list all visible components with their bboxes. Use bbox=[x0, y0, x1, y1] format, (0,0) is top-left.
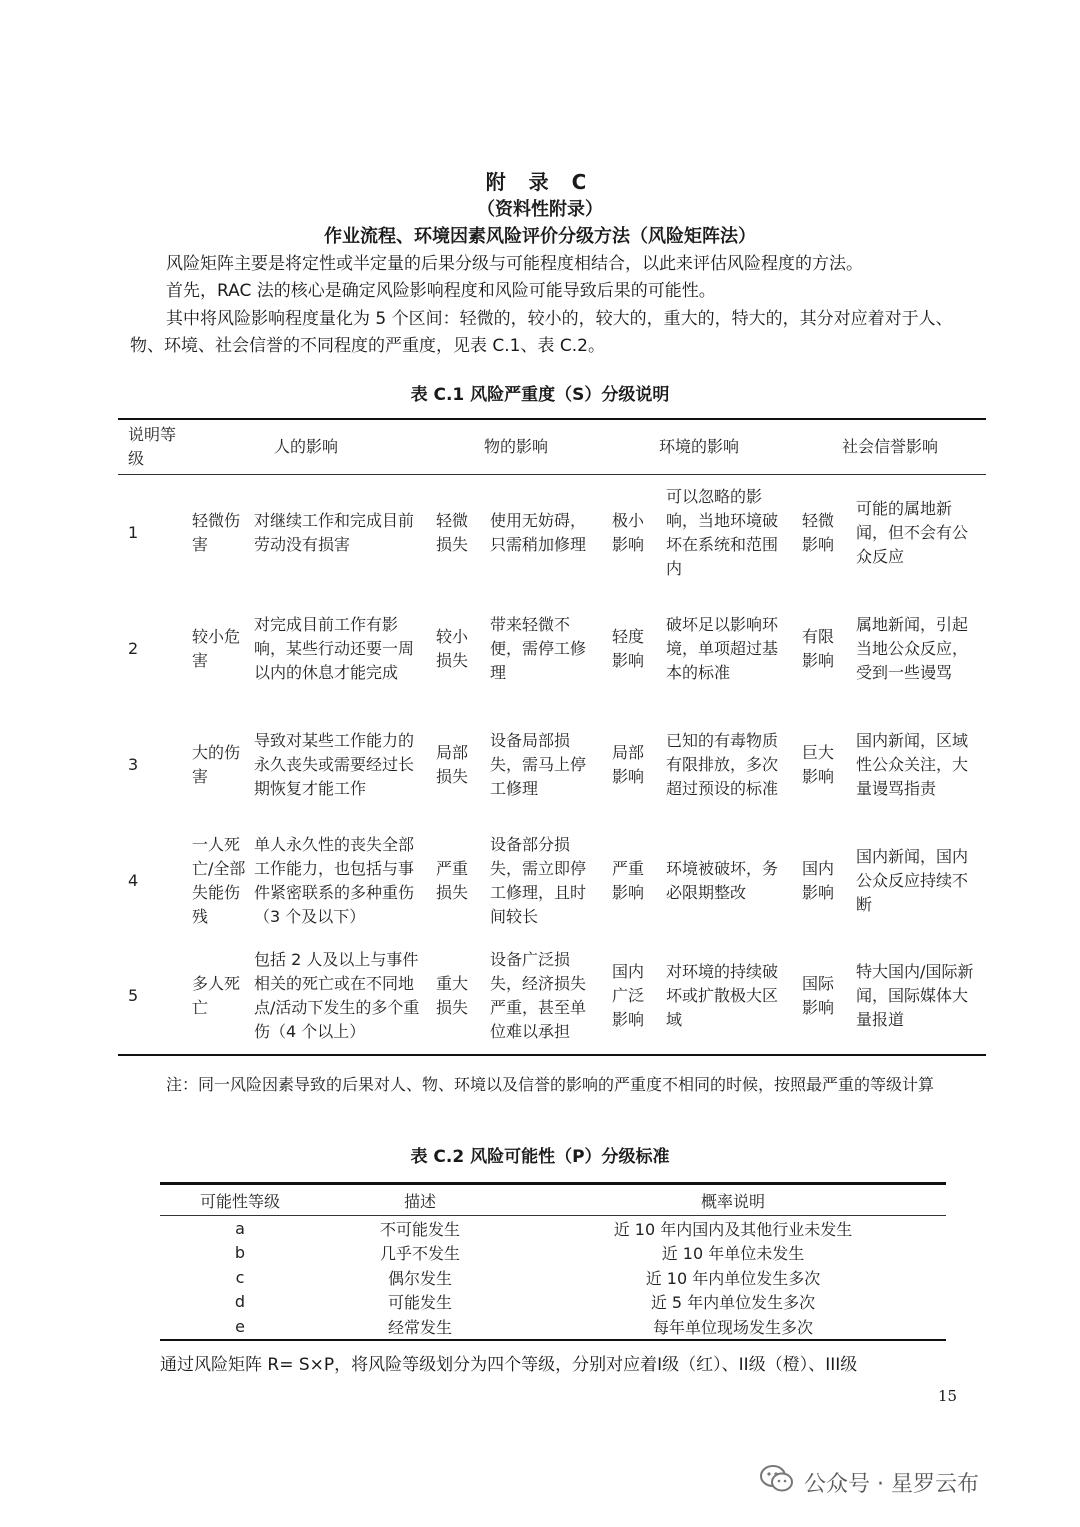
property-desc: 设备局部损失，需马上停工修理 bbox=[490, 730, 587, 798]
header-level: 说明等级 bbox=[118, 419, 184, 475]
human-label: 大的伤害 bbox=[192, 742, 241, 786]
table1-caption: 表 C.1 风险严重度（S）分级说明 bbox=[410, 385, 670, 405]
human-desc: 导致对某些工作能力的永久丧失或需要经过长期恢复才能工作 bbox=[254, 730, 415, 798]
reputation-label: 国内影响 bbox=[802, 858, 835, 902]
table2-caption: 表 C.2 风险可能性（P）分级标准 bbox=[410, 1147, 670, 1167]
reputation-label: 有限影响 bbox=[802, 626, 835, 670]
probability-level: c bbox=[235, 1267, 245, 1287]
probability-note: 每年单位现场发生多次 bbox=[652, 1317, 813, 1337]
header-description: 描述 bbox=[320, 1184, 520, 1216]
intro-paragraph-2: 首先，RAC 法的核心是确定风险影响程度和风险可能导致后果的可能性。 bbox=[166, 281, 716, 301]
property-label: 严重损失 bbox=[436, 858, 469, 902]
table-row bbox=[118, 475, 986, 591]
reputation-label: 轻微影响 bbox=[802, 510, 835, 554]
probability-level: d bbox=[234, 1292, 246, 1312]
environment-label: 极小影响 bbox=[612, 510, 645, 554]
environment-desc: 对环境的持续破坏或扩散极大区域 bbox=[666, 962, 779, 1029]
table-row bbox=[118, 707, 986, 823]
table-row bbox=[118, 939, 986, 1055]
property-desc: 设备部分损失，需立即停工修理，且时间较长 bbox=[490, 834, 587, 926]
probability-desc: 可能发生 bbox=[387, 1293, 452, 1313]
environment-label: 严重影响 bbox=[612, 858, 645, 902]
level-cell: 1 bbox=[128, 522, 139, 542]
probability-note: 近 10 年单位未发生 bbox=[661, 1244, 805, 1264]
header-property: 物的影响 bbox=[428, 419, 604, 475]
probability-level: a bbox=[235, 1218, 245, 1238]
probability-table bbox=[160, 1182, 946, 1341]
property-label: 轻微损失 bbox=[436, 510, 469, 554]
page-number: 15 bbox=[938, 1387, 958, 1405]
intro-paragraph-1: 风险矩阵主要是将定性或半定量的后果分级与可能程度相结合，以此来评估风险程度的方法。 bbox=[166, 254, 863, 274]
probability-level: e bbox=[235, 1316, 245, 1336]
appendix-label: 附 录 C bbox=[485, 170, 595, 194]
probability-desc: 不可能发生 bbox=[379, 1219, 460, 1239]
environment-desc: 已知的有毒物质有限排放，多次超过预设的标准 bbox=[666, 730, 779, 798]
human-desc: 包括 2 人及以上与事件相关的死亡或在不同地点/活动下发生的多个重伤（4 个以上） bbox=[254, 950, 420, 1041]
level-cell: 5 bbox=[128, 986, 139, 1005]
watermark-text: 公众号 · 星罗云布 bbox=[804, 1471, 979, 1497]
table-header-row bbox=[118, 419, 986, 475]
reputation-desc: 国内新闻，区域性公众关注，大量谩骂指责 bbox=[856, 730, 969, 798]
human-label: 一人死亡/全部失能伤残 bbox=[192, 834, 246, 926]
table-header-row bbox=[160, 1184, 946, 1216]
environment-desc: 环境被破坏，务必限期整改 bbox=[666, 858, 779, 902]
property-label: 局部损失 bbox=[436, 742, 469, 786]
header-human: 人的影响 bbox=[184, 419, 428, 475]
probability-note: 近 5 年内单位发生多次 bbox=[650, 1293, 816, 1313]
human-desc: 对完成目前工作有影响，某些行动还要一周以内的休息才能完成 bbox=[254, 614, 415, 682]
appendix-subtitle: （资料性附录） bbox=[477, 199, 603, 220]
table-row bbox=[118, 591, 986, 707]
property-label: 较小损失 bbox=[436, 626, 469, 670]
level-cell: 2 bbox=[128, 638, 139, 658]
level-cell: 3 bbox=[128, 754, 139, 774]
intro-paragraph-3: 其中将风险影响程度量化为 5 个区间：轻微的，较小的，较大的，重大的，特大的，其分对应着对于人、物、环境、社会信誉的不同程度的严重度，见表 C.1、表 C.2。 bbox=[130, 309, 953, 356]
page-title: 作业流程、环境因素风险评价分级方法（风险矩阵法） bbox=[324, 226, 756, 247]
environment-label: 局部影响 bbox=[612, 742, 645, 786]
environment-label: 国内广泛影响 bbox=[612, 962, 645, 1029]
environment-desc: 破坏足以影响环境，单项超过基本的标准 bbox=[666, 614, 779, 682]
risk-matrix-paragraph: 通过风险矩阵 R= S×P，将风险等级划分为四个等级，分别对应着I级（红）、II级（橙）、III级 bbox=[160, 1355, 858, 1375]
property-label: 重大损失 bbox=[436, 974, 469, 1017]
probability-note: 近 10 年内单位发生多次 bbox=[645, 1268, 821, 1288]
property-desc: 带来轻微不便，需停工修理 bbox=[490, 614, 587, 682]
probability-desc: 几乎不发生 bbox=[379, 1244, 460, 1264]
probability-note: 近 10 年内国内及其他行业未发生 bbox=[613, 1219, 853, 1239]
probability-level: b bbox=[234, 1243, 246, 1263]
table-row bbox=[160, 1216, 946, 1241]
reputation-desc: 国内新闻，国内公众反应持续不断 bbox=[856, 846, 969, 914]
reputation-desc: 可能的属地新闻，但不会有公众反应 bbox=[856, 498, 969, 566]
reputation-label: 巨大影响 bbox=[802, 742, 835, 786]
environment-desc: 可以忽略的影响，当地环境破坏在系统和范围内 bbox=[666, 486, 779, 578]
header-reputation: 社会信誉影响 bbox=[794, 419, 986, 475]
reputation-label: 国际影响 bbox=[802, 974, 835, 1017]
human-label: 较小危害 bbox=[192, 626, 241, 670]
reputation-desc: 属地新闻，引起当地公众反应，受到一些谩骂 bbox=[856, 614, 969, 682]
watermark bbox=[760, 1462, 979, 1502]
level-cell: 4 bbox=[128, 870, 139, 890]
reputation-desc: 特大国内/国际新闻，国际媒体大量报道 bbox=[856, 962, 974, 1029]
table-row bbox=[160, 1290, 946, 1315]
table-row bbox=[160, 1314, 946, 1340]
table1-note: 注：同一风险因素导致的后果对人、物、环境以及信誉的影响的严重度不相同的时候，按照最严重的等级计算 bbox=[166, 1075, 935, 1094]
human-label: 多人死亡 bbox=[192, 974, 241, 1017]
table-row bbox=[118, 823, 986, 939]
header-environment: 环境的影响 bbox=[604, 419, 794, 475]
header-probability-level: 可能性等级 bbox=[160, 1184, 320, 1216]
property-desc: 设备广泛损失，经济损失严重，甚至单位难以承担 bbox=[490, 950, 587, 1041]
human-label: 轻微伤害 bbox=[192, 510, 241, 554]
probability-desc: 偶尔发生 bbox=[387, 1268, 452, 1288]
wechat-icon bbox=[760, 1464, 794, 1500]
table-row bbox=[160, 1241, 946, 1266]
human-desc: 对继续工作和完成目前劳动没有损害 bbox=[254, 510, 415, 554]
property-desc: 使用无妨碍，只需稍加修理 bbox=[490, 510, 587, 554]
header-probability-note: 概率说明 bbox=[520, 1184, 946, 1216]
severity-table bbox=[118, 418, 986, 1056]
table-row bbox=[160, 1265, 946, 1290]
environment-label: 轻度影响 bbox=[612, 626, 645, 670]
probability-desc: 经常发生 bbox=[387, 1317, 452, 1337]
human-desc: 单人永久性的丧失全部工作能力，也包括与事件紧密联系的多种重伤（3 个及以下） bbox=[254, 834, 415, 926]
